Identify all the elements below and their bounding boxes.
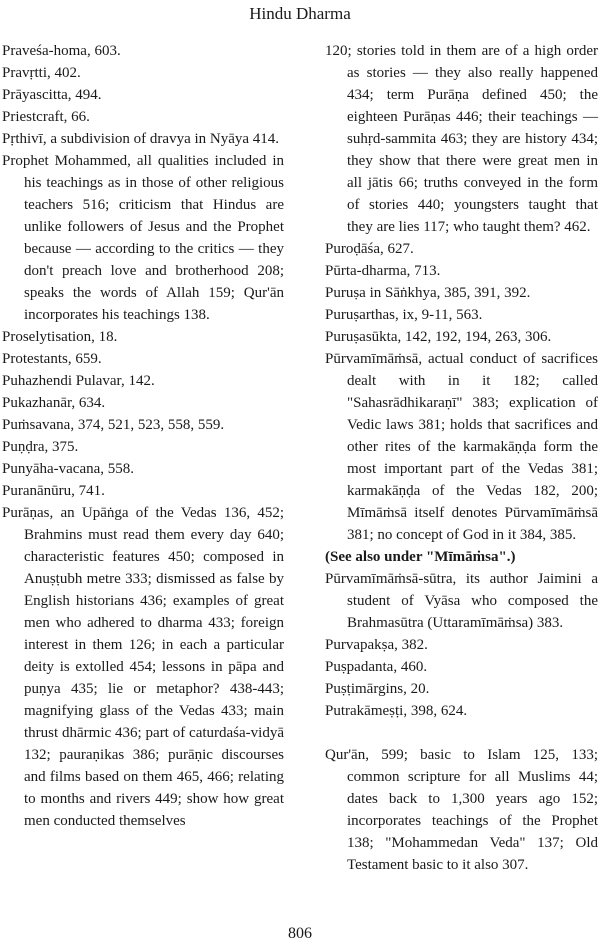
index-column-left	[2, 40, 284, 832]
index-entry: Pūrvamīmāṁsā-sūtra, its author Jaimini a student of Vyāsa who composed the Brahmasūtra (Uttaramīmāṁsa) 383.	[325, 571, 598, 631]
index-entry: Prāyascitta, 494.	[2, 87, 102, 103]
index-entry: Purāṇas, an Upāṅga of the Vedas 136, 452; Brahmins must read them every day 640; characteristic features 450; composed in Anuṣṭubh metre 333; dismissed as false by English historians 436; examples of great men who adhered to dharma 433; foreign interest in them 126; in each a particular deity is extolled 454; lessons in pāpa and puṇya 435; lie or metaphor? 438-443; magnifying glass of the Vedas 433; main thrust dhārmic 436; part of caturdaśa-vidyā 132; pauraṇikas 386; purāṇic discourses and films based on them 465, 466; relating to months and rivers 449; show how great men conducted themselves	[2, 505, 284, 829]
index-entry: Puṣpadanta, 460.	[325, 659, 428, 675]
index-entry: Qur'ān, 599; basic to Islam 125, 133; common scripture for all Muslims 44; dates back to 1,300 years ago 152; incorporates teachings of the Prophet 138; "Mohammedan Veda" 137; Old Testament basic to it also 307.	[325, 747, 598, 873]
index-entry: Pūrvamīmāṁsā, actual conduct of sacrifices dealt with in it 182; called "Sahasrādhikaraṇī" 383; explication of Vedic laws 381; holds that sacrifices and other rites of the karmakāṇḍa form the most important part of the Vedas 381; karmakāṇḍa of the Vedas 182, 200; Mīmāṁsā itself denotes Pūrvamīmāṁsā 381; no concept of God in it 384, 385.	[325, 351, 598, 543]
index-entry: Puṣṭimārgins, 20.	[325, 681, 430, 697]
index-entry-continuation: 120; stories told in them are of a high order as stories — they also really happened 434; term Purāṇa defined 450; the eighteen Purāṇas 446; their teachings — suhṛd-sammita 463; they are history 434; they show that there were great men in all jātis 66; truths conveyed in the form of stories 440; youngsters taught that they are lies 117; who taught them? 462.	[325, 43, 598, 235]
index-entry: Puroḍāśa, 627.	[325, 241, 414, 257]
index-entry: Praveśa-homa, 603.	[2, 43, 121, 59]
index-entry: Protestants, 659.	[2, 351, 102, 367]
index-entry: Puhazhendi Pulavar, 142.	[2, 373, 155, 389]
see-also-note: (See also under "Mīmāṁsa".)	[325, 549, 516, 565]
index-entry: Purvapakṣa, 382.	[325, 637, 428, 653]
index-entry: Puruṣa in Sāṅkhya, 385, 391, 392.	[325, 285, 531, 301]
index-entry: Puṁsavana, 374, 521, 523, 558, 559.	[2, 417, 225, 433]
index-entry: Punyāha-vacana, 558.	[2, 461, 135, 477]
index-entry: Pukazhanār, 634.	[2, 395, 106, 411]
index-entry: Pravṛtti, 402.	[2, 65, 81, 81]
index-entry: Puranānūru, 741.	[2, 483, 105, 499]
running-header: Hindu Dharma	[249, 4, 351, 23]
index-column-right	[325, 40, 598, 876]
index-entry: Putrakāmeṣṭi, 398, 624.	[325, 703, 468, 719]
index-entry: Puruṣarthas, ix, 9-11, 563.	[325, 307, 483, 323]
index-entry: Proselytisation, 18.	[2, 329, 118, 345]
index-entry: Priestcraft, 66.	[2, 109, 90, 125]
index-entry: Prophet Mohammed, all qualities included in his teachings as in those of other religious teachers 516; criticism that Hindus are unlike followers of Jesus and the Prophet because — according to the critics — they don't preach love and brotherhood 208; speaks the words of Allah 159; Qur'ān incorporates his teachings 138.	[2, 153, 284, 323]
page-number: 806	[288, 925, 312, 942]
index-entry: Puruṣasūkta, 142, 192, 194, 263, 306.	[325, 329, 552, 345]
index-entry: Pṛthivī, a subdivision of dravya in Nyāya 414.	[2, 131, 280, 147]
index-entry: Pūrta-dharma, 713.	[325, 263, 441, 279]
index-entry: Puṇḍra, 375.	[2, 439, 79, 455]
